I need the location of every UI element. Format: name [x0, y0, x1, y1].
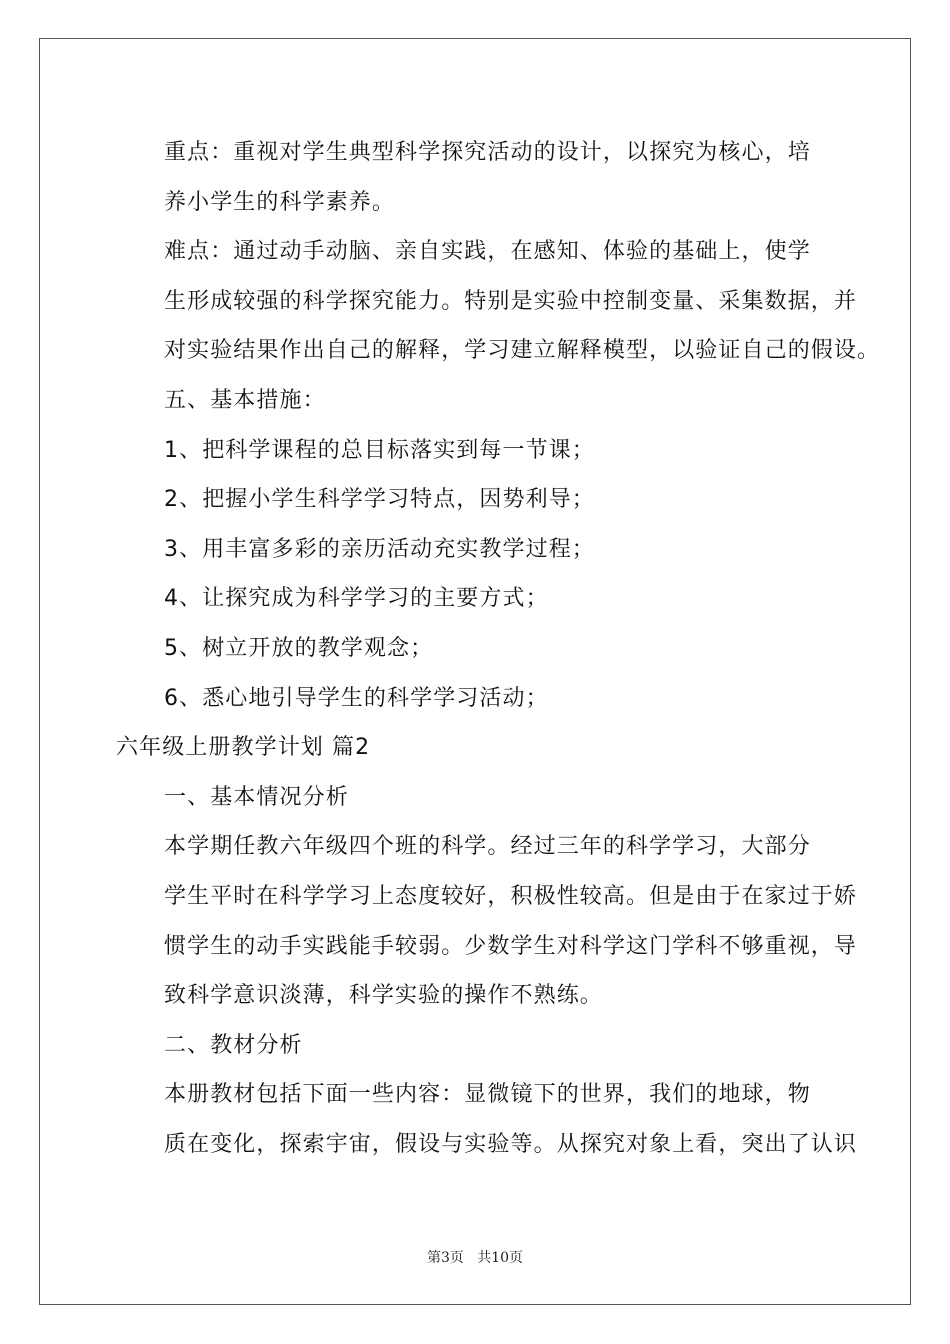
- paragraph: [116, 624, 850, 674]
- text-line: 二、教材分析: [164, 1032, 303, 1058]
- paragraph: [116, 426, 850, 476]
- paragraph: [116, 1070, 858, 1169]
- text-line: 重点：重视对学生典型科学探究活动的设计，以探究为核心，培: [164, 140, 811, 165]
- paragraph: [116, 376, 850, 426]
- paragraph: [116, 674, 850, 724]
- paragraph: [116, 128, 850, 227]
- text-line: 惯学生的动手实践能手较弱。少数学生对科学这门学科不够重视，导: [164, 933, 858, 959]
- text-line: 2、把握小学生科学学习特点，因势利导；: [164, 487, 595, 513]
- paragraph: [116, 1021, 850, 1071]
- section-heading: [116, 723, 850, 773]
- text-line: 致科学意识淡薄，科学实验的操作不熟练。: [164, 983, 603, 1009]
- text-line: 本册教材包括下面一些内容：显微镜下的世界，我们的地球，物: [164, 1082, 811, 1108]
- text-line: 五、基本措施：: [164, 387, 326, 413]
- text-line: 六年级上册教学计划 篇2: [116, 735, 371, 761]
- text-line: 难点：通过动手动脑、亲自实践，在感知、体验的基础上，使学: [164, 239, 811, 265]
- paragraph: [116, 773, 850, 823]
- text-line: 养小学生的科学素养。: [164, 189, 396, 215]
- paragraph: [116, 574, 850, 624]
- text-line: 4、让探究成为科学学习的主要方式；: [164, 586, 549, 612]
- text-line: 一、基本情况分析: [164, 784, 349, 810]
- page-footer: 第3页 共10页: [426, 1250, 524, 1266]
- text-line: 3、用丰富多彩的亲历活动充实教学过程；: [164, 536, 595, 562]
- text-line: 生形成较强的科学探究能力。特别是实验中控制变量、采集数据，并: [164, 288, 858, 314]
- paragraph: [116, 475, 850, 525]
- text-line: 对实验结果作出自己的解释，学习建立解释模型，以验证自己的假设。: [164, 338, 881, 364]
- paragraph: [116, 822, 858, 1020]
- text-line: 5、树立开放的教学观念；: [164, 635, 434, 661]
- paragraph: [116, 525, 850, 575]
- paragraph: [116, 227, 881, 376]
- text-line: 本学期任教六年级四个班的科学。经过三年的科学学习，大部分: [164, 834, 811, 860]
- text-line: 1、把科学课程的总目标落实到每一节课；: [164, 437, 595, 463]
- text-line: 6、悉心地引导学生的科学学习活动；: [164, 685, 549, 711]
- document-body: [116, 128, 881, 1169]
- text-line: 质在变化，探索宇宙，假设与实验等。从探究对象上看，突出了认识: [164, 1131, 858, 1157]
- text-line: 学生平时在科学学习上态度较好，积极性较高。但是由于在家过于娇: [164, 883, 858, 909]
